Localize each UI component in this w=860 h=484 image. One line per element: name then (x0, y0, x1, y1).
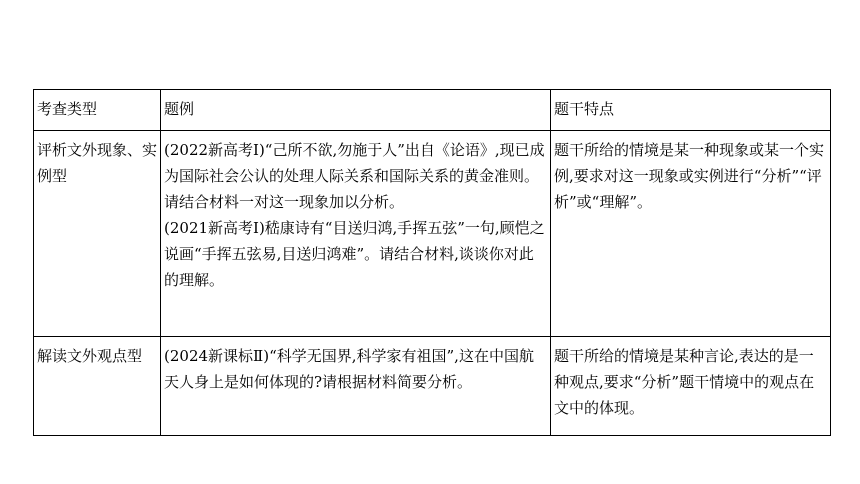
header-feature: 题干特点 (551, 90, 831, 131)
row-examples (161, 131, 551, 337)
header-type: 考查类型 (34, 90, 161, 131)
row-examples (161, 337, 551, 436)
table-row (34, 337, 831, 436)
row-type: 评析文外现象、实例型 (34, 131, 161, 337)
header-example: 题例 (161, 90, 551, 131)
row-feature: 题干所给的情境是某一种现象或某一个实例,要求对这一现象或实例进行“分析”“评析”或“理解”。 (551, 131, 831, 337)
example-text: (2021新高考Ⅰ)嵇康诗有“目送归鸿,手挥五弦”一句,顾恺之说画“手挥五弦易,目送归鸿难”。请结合材料,谈谈你对此的理解。 (164, 219, 545, 289)
example-text: (2022新高考Ⅰ)“己所不欲,勿施于人”出自《论语》,现已成为国际社会公认的处理人际关系和国际关系的黄金准则。请结合材料一对这一现象加以分析。 (164, 141, 545, 211)
question-type-table (33, 89, 831, 436)
example-text: (2024新课标Ⅱ)“科学无国界,科学家有祖国”,这在中国航天人身上是如何体现的?请根据材料简要分析。 (164, 347, 534, 391)
table-header-row (34, 90, 831, 131)
row-type: 解读文外观点型 (34, 337, 161, 436)
table-row (34, 131, 831, 337)
row-feature: 题干所给的情境是某种言论,表达的是一种观点,要求“分析”题干情境中的观点在文中的体现。 (551, 337, 831, 436)
